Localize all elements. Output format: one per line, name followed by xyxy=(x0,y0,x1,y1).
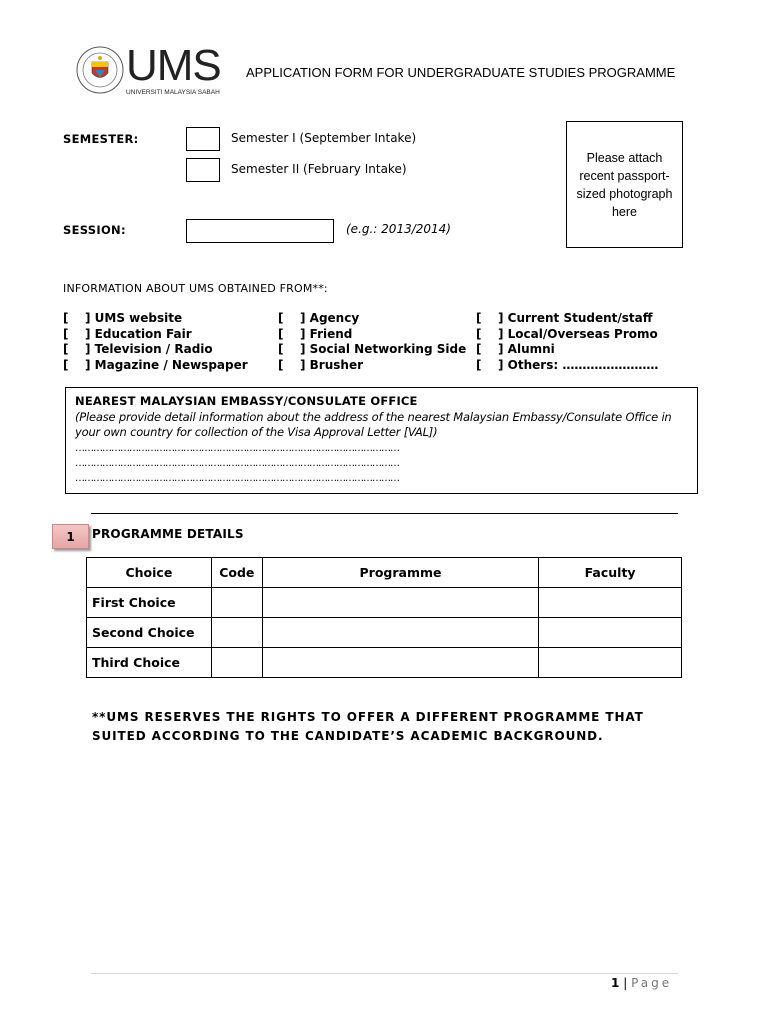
semester-2-checkbox[interactable] xyxy=(186,158,220,182)
source-option[interactable]: [ ] Friend xyxy=(278,326,353,341)
ums-logo xyxy=(76,41,226,100)
info-source-title: INFORMATION ABOUT UMS OBTAINED FROM**: xyxy=(63,282,328,295)
source-option[interactable]: [ ] Agency xyxy=(278,311,360,325)
column-header-choice: Choice xyxy=(87,558,212,588)
programme-notice: **UMS RESERVES THE RIGHTS TO OFFER A DIFFERENT PROGRAMME THAT SUITED ACCORDING TO THE CANDIDATE’S ACADEMIC BACKGROUND. xyxy=(92,710,644,743)
choice-label: Second Choice xyxy=(87,618,212,648)
code-cell[interactable] xyxy=(211,618,262,648)
photo-placeholder xyxy=(566,121,683,248)
logo-text: UMS xyxy=(126,41,221,90)
choice-label: Third Choice xyxy=(87,648,212,678)
column-header-programme: Programme xyxy=(262,558,538,588)
semester-label: SEMESTER: xyxy=(63,132,139,146)
photo-instruction: Please attach recent passport-sized photograph here xyxy=(576,150,673,219)
source-option[interactable]: [ ] Brusher xyxy=(278,357,364,372)
university-seal-icon xyxy=(76,46,124,94)
embassy-line[interactable]: ……………………………………………………………………………………………… xyxy=(75,442,399,454)
source-option[interactable]: [ ] Alumni xyxy=(476,342,555,356)
programme-cell[interactable] xyxy=(262,588,538,618)
form-title: APPLICATION FORM FOR UNDERGRADUATE STUDIES PROGRAMME xyxy=(246,65,676,80)
faculty-cell[interactable] xyxy=(539,618,682,648)
session-label: SESSION: xyxy=(63,223,126,237)
source-option[interactable]: [ ] Current Student/staff xyxy=(476,311,653,325)
source-option[interactable]: [ ] Television / Radio xyxy=(63,342,213,356)
page-number: 1 xyxy=(611,976,620,990)
code-cell[interactable] xyxy=(211,588,262,618)
page-label: Page xyxy=(631,976,673,990)
embassy-title: NEAREST MALAYSIAN EMBASSY/CONSULATE OFFICE xyxy=(75,394,418,408)
table-row xyxy=(87,588,682,618)
source-option[interactable]: [ ] Magazine / Newspaper xyxy=(63,357,248,372)
column-header-faculty: Faculty xyxy=(539,558,682,588)
faculty-cell[interactable] xyxy=(539,588,682,618)
choice-label: First Choice xyxy=(87,588,212,618)
programme-cell[interactable] xyxy=(262,648,538,678)
source-option[interactable]: [ ] Local/Overseas Promo xyxy=(476,326,658,341)
section-number-badge: 1 xyxy=(52,524,89,549)
programme-section-title: PROGRAMME DETAILS xyxy=(92,527,244,541)
source-option[interactable]: [ ] Social Networking Side xyxy=(278,342,467,356)
embassy-note: (Please provide detail information about the address of the nearest Malaysian Embassy/Consulate Office in your own country for collection of the Visa Approval Letter [VAL]) xyxy=(75,409,672,439)
source-option[interactable]: [ ] Education Fair xyxy=(63,326,192,341)
source-option[interactable]: [ ] UMS website xyxy=(63,311,183,325)
page-footer xyxy=(611,976,672,990)
faculty-cell[interactable] xyxy=(539,648,682,678)
table-row xyxy=(87,648,682,678)
logo-subtitle: UNIVERSITI MALAYSIA SABAH xyxy=(126,89,220,96)
table-header-row xyxy=(87,558,682,588)
source-option[interactable]: [ ] Others: …………………… xyxy=(476,357,659,372)
footer-divider xyxy=(91,973,678,974)
code-cell[interactable] xyxy=(211,648,262,678)
session-input[interactable] xyxy=(186,219,334,243)
column-header-code: Code xyxy=(211,558,262,588)
programme-table xyxy=(86,557,682,678)
embassy-line[interactable]: ……………………………………………………………………………………………… xyxy=(75,457,399,469)
embassy-section xyxy=(65,387,698,494)
section-divider xyxy=(91,513,678,514)
semester-2-label: Semester II (February Intake) xyxy=(231,162,407,176)
semester-1-checkbox[interactable] xyxy=(186,127,220,151)
page-separator: | xyxy=(623,976,628,990)
embassy-line[interactable]: ……………………………………………………………………………………………… xyxy=(75,472,399,484)
semester-1-label: Semester I (September Intake) xyxy=(231,131,417,145)
programme-cell[interactable] xyxy=(262,618,538,648)
table-row xyxy=(87,618,682,648)
session-example: (e.g.: 2013/2014) xyxy=(346,222,451,236)
